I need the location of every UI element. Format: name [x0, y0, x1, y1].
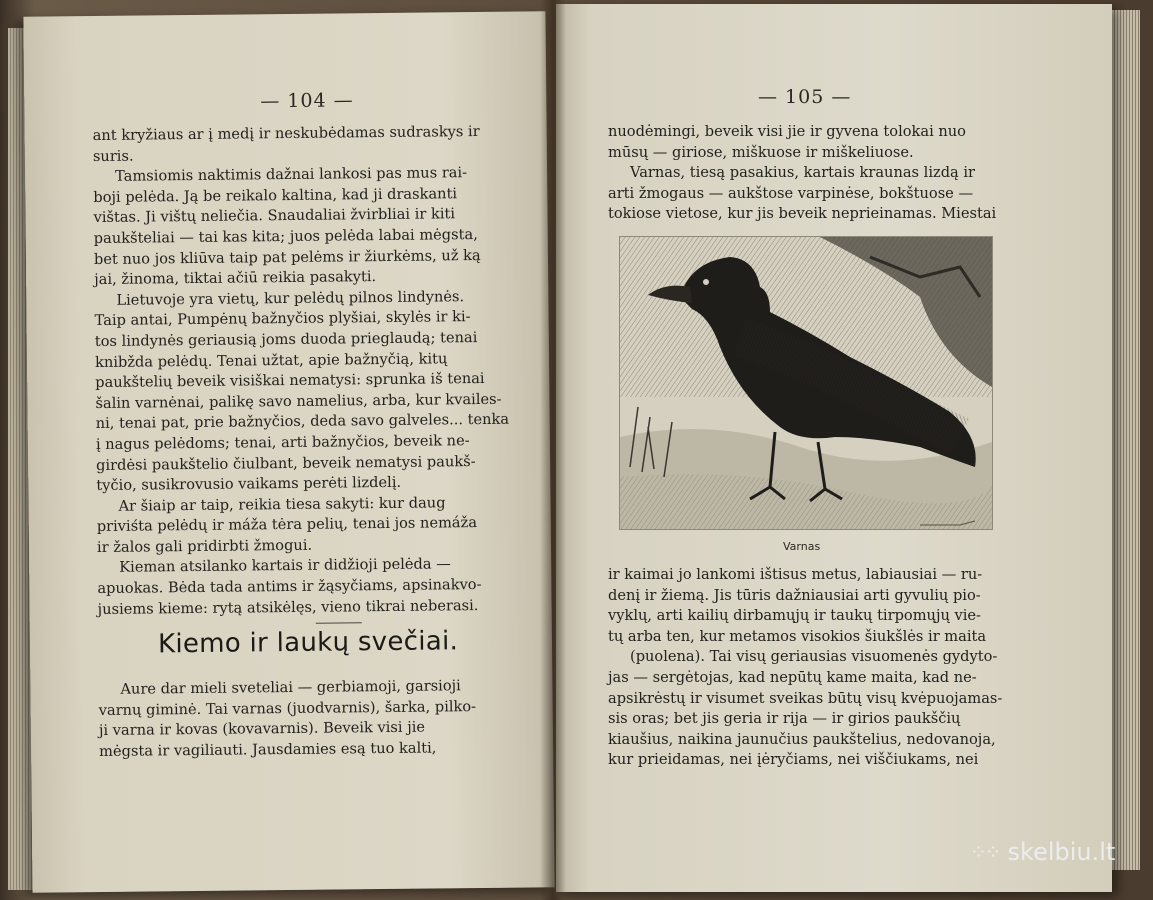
watermark-text: skelbiu.lt — [1007, 838, 1116, 866]
text-line: Aure dar mieli sveteliai — gerbiamoji, garsioji — [120, 677, 461, 698]
right-page-text-top — [608, 122, 1068, 225]
text-line: tyčio, susikrovusio vaikams perėti lizdelį. — [96, 473, 402, 495]
left-page-text-top — [93, 121, 538, 620]
text-line: Taip antai, Pumpėnų bažnyčios plyšiai, skylės ir ki- — [94, 308, 471, 330]
section-heading: Kiemo ir laukų svečiai. — [157, 626, 459, 660]
text-line: bet nuo jos kliūva taip pat pelėms ir žiurkėms, už ką — [93, 246, 481, 268]
text-line: šalin varnėnai, palikę savo namelius, arba, kur kvailes- — [95, 390, 502, 412]
text-line: Varnas, tiesą pasakius, kartais kraunas lizdą ir — [630, 164, 976, 182]
text-line: į nagus pelėdoms; tenai, arti bažnyčios, beveik ne- — [95, 432, 470, 453]
text-line: paukšteliai — tai kas kita; juos pelėda labai mėgsta, — [93, 225, 478, 248]
section-divider — [316, 622, 362, 623]
dots-logo-icon: ⁘⁘ — [970, 840, 1000, 864]
text-line: (puolena). Tai visų geriausias visuomenės gydyto- — [630, 648, 998, 666]
text-line: tokiose vietose, kur jis beveik neprieinamas. Miestai — [608, 205, 997, 223]
text-line: apuokas. Bėda tada antims ir žąsyčiams, apsinakvo- — [97, 576, 482, 598]
text-line: ni, tenai pat, prie bažnyčios, deda savo galveles... tenka — [95, 411, 510, 433]
text-line: knibžda pelėdų. Tenai užtat, apie bažnyčią, kitų — [94, 349, 448, 371]
right-page-text-bottom — [608, 565, 1068, 771]
text-line: girdėsi paukštelio čiulbant, beveik nematysi paukš- — [96, 452, 476, 474]
illustration-caption: Varnas — [783, 540, 821, 553]
text-line: suris. — [92, 147, 134, 165]
text-line: kur prieidamas, nei įėryčiams, nei viščiukams, nei — [608, 751, 979, 769]
page-number-right: — 105 — — [758, 86, 852, 108]
left-page — [23, 11, 554, 892]
text-line: paukštelių beveik visiškai nematysi: sprunka iš tenai — [95, 370, 485, 392]
text-line: vištas. Ji vištų neliečia. Snaudaliai žvirbliai ir kiti — [93, 205, 456, 227]
text-line: ir žalos gali pridirbti žmogui. — [96, 536, 313, 556]
text-line: priviśta pelėdų ir máža tėra pelių, tenai jos nemáža — [96, 514, 478, 536]
raven-engraving-image — [620, 237, 992, 529]
text-line: boji pelėda. Ją be reikalo kaltina, kad ji draskanti — [93, 185, 458, 206]
text-line: ji varna ir kovas (kovavarnis). Beveik visi jie — [98, 718, 426, 740]
text-line: ir kaimai jo lankomi ištisus metus, labiausiai — ru- — [608, 566, 983, 583]
text-line: Tamsiomis naktimis dažnai lankosi pas mus rai- — [115, 164, 468, 185]
text-line: varnų giminė. Tai varnas (juodvarnis), šarka, pilko- — [98, 697, 477, 719]
text-line: tos lindynės geriausią joms duoda prieglaudą; tenai — [94, 328, 478, 350]
text-line: Ar šiaip ar taip, reikia tiesa sakyti: kur daug — [118, 494, 446, 515]
text-line: Lietuvoje yra vietų, kur pelėdų pilnos lindynės. — [116, 287, 465, 309]
text-line: apsikrėstų ir visumet sveikas būtų visų kvėpuojamas- — [608, 689, 1003, 707]
watermark — [970, 838, 1115, 866]
text-line: tų arba ten, kur metamos visokios šiukšlės ir maita — [608, 627, 987, 645]
text-line: kiaušius, naikina jaunučius paukštelius, nedovanoja, — [608, 730, 996, 748]
text-line: jai, žinoma, tiktai ačiū reikia pasakyti. — [94, 268, 377, 289]
text-line: denį ir žiemą. Jis tūris dažniausiai arti gyvulių pio- — [608, 586, 981, 604]
text-line: arti žmogaus — aukštose varpinėse, bokštuose — — [608, 184, 974, 202]
text-line: jusiems kieme: rytą atsikėlęs, vieno tikrai neberasi. — [97, 596, 479, 618]
left-page-text-bottom — [98, 675, 539, 762]
text-line: mūsų — giriose, miškuose ir miškeliuose. — [608, 143, 914, 161]
page-number-left: — 104 — — [260, 89, 354, 113]
raven-illustration — [619, 236, 993, 530]
book-gutter — [540, 0, 566, 900]
text-line: nuodėmingi, beveik visi jie ir gyvena tolokai nuo — [608, 123, 966, 140]
text-line: jas — sergėtojas, kad nepūtų kame maita, kad ne- — [608, 668, 977, 686]
text-line: sis oras; bet jis geria ir rija — ir girios paukščių — [608, 710, 961, 728]
text-line: mėgsta ir vagiliauti. Jausdamies esą tuo kalti, — [99, 739, 437, 760]
text-line: Kieman atsilanko kartais ir didžioji pelėda — — [119, 555, 451, 577]
text-line: ant kryžiaus ar į medį ir neskubėdamas sudraskys ir — [92, 122, 480, 145]
text-line: vyklų, arti kailių dirbamųjų ir taukų tirpomųjų vie- — [608, 607, 981, 625]
